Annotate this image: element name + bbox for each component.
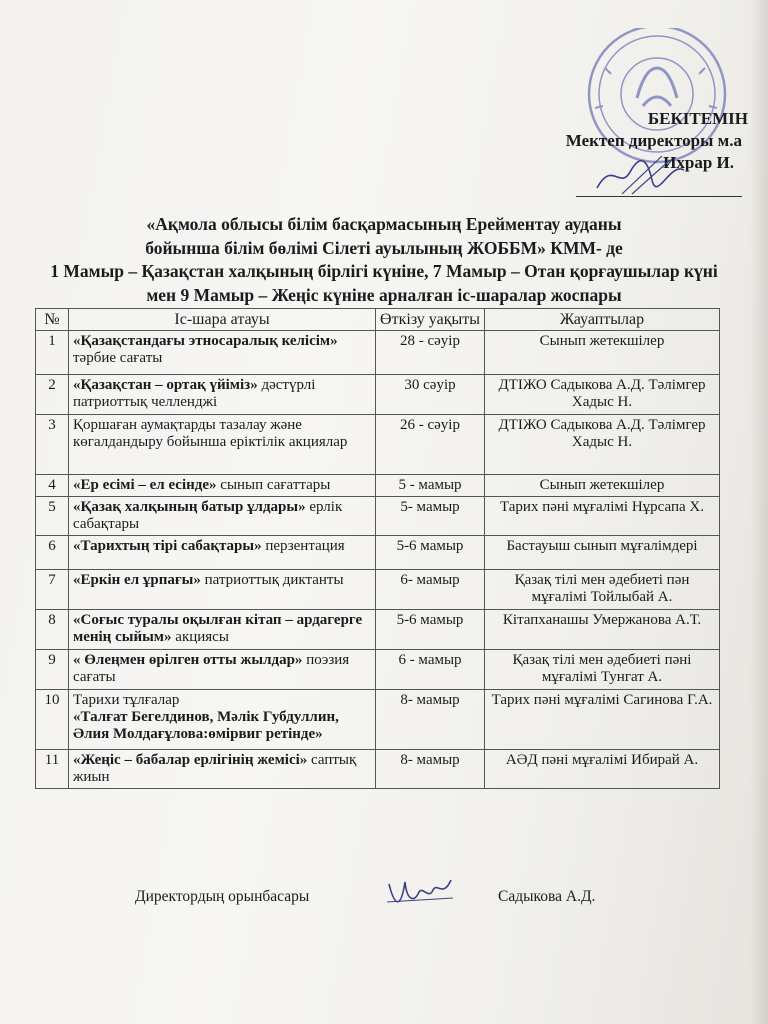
- footer-name: Садыкова А.Д.: [498, 888, 596, 905]
- row-date: 28 - сәуір: [376, 331, 485, 375]
- table-row: [36, 375, 720, 415]
- row-number: 4: [36, 475, 69, 497]
- row-event-name: [69, 570, 376, 610]
- approval-position: Мектеп директоры м.а: [565, 131, 742, 150]
- row-responsible: Бастауыш сынып мұғалімдері: [485, 536, 720, 570]
- row-number: 10: [36, 690, 69, 750]
- row-number: 8: [36, 610, 69, 650]
- event-title: «Жеңіс – бабалар ерлігінің жемісі»: [73, 752, 308, 768]
- row-responsible: АӘД пәні мұғалімі Ибирай А.: [485, 750, 720, 789]
- row-event-name: [69, 750, 376, 789]
- table-row: [36, 331, 720, 375]
- approval-heading: БЕКІТЕМІН: [647, 109, 748, 128]
- row-event-name: [69, 475, 376, 497]
- row-responsible: Қазақ тілі мен әдебиеті пәні мұғалімі Тунгат А.: [485, 650, 720, 690]
- event-type: дәстүрлі патриоттық челленджі: [73, 377, 316, 410]
- title-line-3: 1 Мамыр – Қазақстан халқының бірлігі күніне, 7 Мамыр – Отан қорғаушылар күні: [50, 261, 718, 281]
- row-event-name: [69, 536, 376, 570]
- event-type: Тарихи тұлғалар: [73, 692, 180, 708]
- title-line-2: бойынша білім бөлімі Сілеті ауылының ЖОББМ» КММ- де: [145, 237, 623, 258]
- row-responsible: Кітапханашы Умержанова А.Т.: [485, 610, 720, 650]
- event-type: саптық жиын: [73, 752, 357, 785]
- document-title: [0, 213, 768, 307]
- events-table: [35, 308, 720, 789]
- event-type: поэзия сағаты: [73, 652, 350, 685]
- table-row: [36, 570, 720, 610]
- header-responsible: Жауаптылар: [485, 309, 720, 331]
- table-row: [36, 750, 720, 789]
- event-title: «Соғыс туралы оқылған кітап – ардагерге менің сыйым»: [73, 612, 363, 645]
- event-type: ерлік сабақтары: [73, 499, 343, 532]
- row-date: 30 сәуір: [376, 375, 485, 415]
- row-number: 1: [36, 331, 69, 375]
- row-responsible: Тарих пәні мұғалімі Нұрсапа Х.: [485, 497, 720, 536]
- table-row: [36, 475, 720, 497]
- page-edge-shadow: [750, 0, 768, 1024]
- event-title: «Еркін ел ұрпағы»: [73, 572, 201, 588]
- row-number: 5: [36, 497, 69, 536]
- header-date: Өткізу уақыты: [376, 309, 485, 331]
- row-responsible: Сынып жетекшілер: [485, 331, 720, 375]
- event-title: «Қазақ халқының батыр ұлдары»: [73, 499, 306, 515]
- row-responsible: Тарих пәні мұғалімі Сагинова Г.А.: [485, 690, 720, 750]
- row-responsible: Қазақ тілі мен әдебиеті пән мұғалімі Тойлыбай А.: [485, 570, 720, 610]
- row-responsible: ДТІЖО Садыкова А.Д. Тәлімгер Хадыс Н.: [485, 415, 720, 475]
- row-date: 5 - мамыр: [376, 475, 485, 497]
- approval-signature-line: [576, 196, 742, 197]
- row-responsible: Сынып жетекшілер: [485, 475, 720, 497]
- title-line-1: «Ақмола облысы білім басқармасының Ерейментау ауданы: [146, 214, 622, 234]
- event-type: перзентация: [261, 538, 345, 554]
- table-row: [36, 536, 720, 570]
- event-title-secondary: «Талғат Бегелдинов, Мәлік Губдуллин, Әлия Молдағұлова:өмірвиг ретінде»: [73, 709, 339, 742]
- row-date: 8- мамыр: [376, 750, 485, 789]
- table-row: [36, 497, 720, 536]
- event-type: сынып сағаттары: [216, 477, 331, 493]
- table-row: [36, 610, 720, 650]
- row-event-name: [69, 497, 376, 536]
- row-date: 5-6 мамыр: [376, 610, 485, 650]
- row-event-name: [69, 375, 376, 415]
- deputy-signature: [385, 872, 455, 910]
- director-signature: [592, 150, 692, 198]
- event-type: тәрбие сағаты: [73, 350, 163, 366]
- row-event-name: [69, 610, 376, 650]
- table-row: [36, 415, 720, 475]
- event-title: «Қазақстандағы этносаралық келісім»: [73, 333, 338, 349]
- event-title: « Өлеңмен өрілген отты жылдар»: [73, 652, 303, 668]
- table-row: [36, 650, 720, 690]
- row-number: 7: [36, 570, 69, 610]
- row-date: 6 - мамыр: [376, 650, 485, 690]
- row-date: 5- мамыр: [376, 497, 485, 536]
- row-date: 8- мамыр: [376, 690, 485, 750]
- approval-name: Ихрар И.: [663, 153, 734, 172]
- header-number: №: [36, 309, 69, 331]
- event-type: патриоттық диктанты: [200, 572, 344, 588]
- row-number: 9: [36, 650, 69, 690]
- event-title: «Тарихтың тірі сабақтары»: [73, 538, 262, 554]
- row-event-name: [69, 331, 376, 375]
- header-event-name: Іс-шара атауы: [69, 309, 376, 331]
- row-event-name: [69, 415, 376, 475]
- row-date: 5-6 мамыр: [376, 536, 485, 570]
- event-type: Қоршаған аумақтарды тазалау және көгалдандыру бойынша еріктілік акциялар: [73, 417, 348, 450]
- row-number: 3: [36, 415, 69, 475]
- row-date: 26 - сәуір: [376, 415, 485, 475]
- table-row: [36, 690, 720, 750]
- row-event-name: [69, 650, 376, 690]
- row-date: 6- мамыр: [376, 570, 485, 610]
- row-number: 11: [36, 750, 69, 789]
- row-event-name: [69, 690, 376, 750]
- row-responsible: ДТІЖО Садыкова А.Д. Тәлімгер Хадыс Н.: [485, 375, 720, 415]
- row-number: 2: [36, 375, 69, 415]
- footer-position: Директордың орынбасары: [135, 888, 310, 905]
- event-title: «Ер есімі – ел есінде»: [73, 477, 217, 493]
- row-number: 6: [36, 536, 69, 570]
- event-type: акциясы: [171, 629, 229, 645]
- title-line-4: мен 9 Мамыр – Жеңіс күніне арналған іс-шаралар жоспары: [146, 284, 622, 305]
- event-title: «Қазақстан – ортақ үйіміз»: [73, 377, 258, 393]
- table-header-row: [36, 309, 720, 331]
